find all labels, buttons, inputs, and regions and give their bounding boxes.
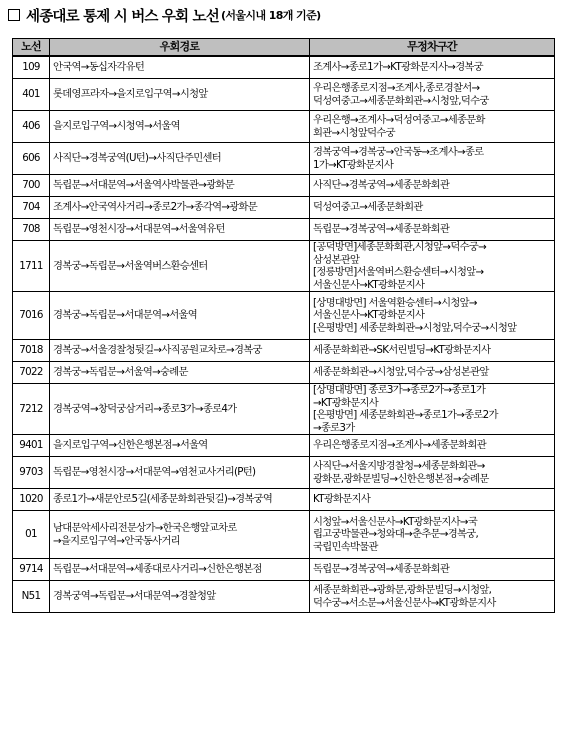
table-row bbox=[13, 511, 555, 559]
header-detour: 우회경로 bbox=[50, 39, 310, 57]
route-cell: 9714 bbox=[13, 559, 50, 581]
table-body bbox=[13, 56, 555, 613]
table-row bbox=[13, 219, 555, 241]
page-subtitle: (서울시내 18개 기준) bbox=[220, 9, 321, 22]
nonstop-cell: 세종문화회관→SK서린빌딩→KT광화문지사 bbox=[310, 340, 555, 362]
route-cell: 1020 bbox=[13, 489, 50, 511]
nonstop-cell: 독립문→경복궁역→세종문화회관 bbox=[310, 219, 555, 241]
table-row bbox=[13, 292, 555, 340]
detour-cell: 경복궁→서울경찰청뒷길→사직공원교차로→경복궁 bbox=[50, 340, 310, 362]
detour-cell: 을지로입구역→시청역→서울역 bbox=[50, 111, 310, 143]
detour-cell: 조계사→안국역사거리→종로2가→종각역→광화문 bbox=[50, 197, 310, 219]
table-row bbox=[13, 241, 555, 292]
nonstop-cell: 우리은행종로지점→조계사→세종문화회관 bbox=[310, 435, 555, 457]
detour-cell: 독립문→영천시장→서대문역→염천교사거리(P턴) bbox=[50, 457, 310, 489]
route-cell: 406 bbox=[13, 111, 50, 143]
table-row bbox=[13, 340, 555, 362]
detour-cell: 독립문→서대문역→세종대로사거리→신한은행본점 bbox=[50, 559, 310, 581]
route-cell: 9703 bbox=[13, 457, 50, 489]
route-cell: 700 bbox=[13, 175, 50, 197]
table-row bbox=[13, 581, 555, 613]
detour-cell: 을지로입구역→신한은행본점→서울역 bbox=[50, 435, 310, 457]
table-row bbox=[13, 111, 555, 143]
detour-cell: 경복궁→독립문→서울역→숭례문 bbox=[50, 362, 310, 384]
table-row bbox=[13, 384, 555, 435]
table-header-row bbox=[13, 39, 555, 57]
route-cell: 7016 bbox=[13, 292, 50, 340]
nonstop-cell: KT광화문지사 bbox=[310, 489, 555, 511]
detour-cell: 경복궁역→독립문→서대문역→경찰청앞 bbox=[50, 581, 310, 613]
nonstop-cell: [상명대방면] 서울역환승센터→시청앞→ 서울신문사→KT광화문지사 [은평방면] 세종문화회관→시청앞,덕수궁→시청앞 bbox=[310, 292, 555, 340]
table-row bbox=[13, 362, 555, 384]
route-cell: 606 bbox=[13, 143, 50, 175]
detour-cell: 독립문→서대문역→서울역사박물관→광화문 bbox=[50, 175, 310, 197]
nonstop-cell: [공덕방면]세종문화회관,시청앞→덕수궁→ 삼성본관앞 [정릉방면]서울역버스환승센터→시청앞→ 서울신문사→KT광화문지사 bbox=[310, 241, 555, 292]
nonstop-cell: 우리은행→조계사→덕성여중고→세종문화 회관→시청앞덕수궁 bbox=[310, 111, 555, 143]
table-row bbox=[13, 175, 555, 197]
nonstop-cell: 세종문화회관→시청앞,덕수궁→삼성본관앞 bbox=[310, 362, 555, 384]
nonstop-cell: 경복궁역→경복궁→안국동→조계사→종로 1가→KT광화문지사 bbox=[310, 143, 555, 175]
page-title: 세종대로 통제 시 버스 우회 노선 bbox=[26, 8, 219, 25]
route-cell: 708 bbox=[13, 219, 50, 241]
nonstop-cell: 독립문→경복궁역→세종문화회관 bbox=[310, 559, 555, 581]
nonstop-cell: 조계사→종로1가→KT광화문지사→경복궁 bbox=[310, 56, 555, 79]
table-row bbox=[13, 79, 555, 111]
table-row bbox=[13, 559, 555, 581]
table-row bbox=[13, 197, 555, 219]
nonstop-cell: 덕성여중고→세종문화회관 bbox=[310, 197, 555, 219]
table-row bbox=[13, 435, 555, 457]
table-row bbox=[13, 143, 555, 175]
nonstop-cell: 세종문화회관→광화문,광화문빌딩→시청앞, 덕수궁→서소문→서울신문사→KT광화문지사 bbox=[310, 581, 555, 613]
detour-cell: 사직단→경복궁역(U턴)→사직단주민센터 bbox=[50, 143, 310, 175]
bus-detour-table bbox=[12, 38, 555, 613]
detour-cell: 경복궁→독립문→서울역버스환승센터 bbox=[50, 241, 310, 292]
route-cell: N51 bbox=[13, 581, 50, 613]
route-cell: 9401 bbox=[13, 435, 50, 457]
header-nonstop: 무정차구간 bbox=[310, 39, 555, 57]
route-cell: 704 bbox=[13, 197, 50, 219]
detour-cell: 안국역→동십자각유턴 bbox=[50, 56, 310, 79]
detour-cell: 종로1가→새문안로5길(세종문화회관뒷길)→경복궁역 bbox=[50, 489, 310, 511]
nonstop-cell: 사직단→경복궁역→세종문화회관 bbox=[310, 175, 555, 197]
route-cell: 401 bbox=[13, 79, 50, 111]
nonstop-cell: 사직단→서울지방경찰청→세종문화회관→ 광화문,광화문빌딩→신한은행본점→숭례문 bbox=[310, 457, 555, 489]
route-cell: 01 bbox=[13, 511, 50, 559]
detour-cell: 경복궁역→창덕궁삼거리→종로3가→종로4가 bbox=[50, 384, 310, 435]
route-cell: 1711 bbox=[13, 241, 50, 292]
nonstop-cell: 우리은행종로지점→조계사,종로경찰서→ 덕성여중고→세종문화회관→시청앞,덕수궁 bbox=[310, 79, 555, 111]
detour-cell: 남대문악세사리전문상가→한국은행앞교차로 →을지로입구역→안국동사거리 bbox=[50, 511, 310, 559]
nonstop-cell: [상명대방면] 종로3가→종로2가→종로1가 →KT광화문지사 [은평방면] 세종문화회관→종로1가→종로2가 →종로3가 bbox=[310, 384, 555, 435]
detour-cell: 롯데영프라자→을지로입구역→시청앞 bbox=[50, 79, 310, 111]
table-row bbox=[13, 489, 555, 511]
title-bar bbox=[8, 4, 321, 26]
detour-cell: 경복궁→독립문→서대문역→서울역 bbox=[50, 292, 310, 340]
route-cell: 109 bbox=[13, 56, 50, 79]
header-route: 노선 bbox=[13, 39, 50, 57]
route-cell: 7212 bbox=[13, 384, 50, 435]
checkbox-icon bbox=[8, 9, 20, 21]
route-cell: 7018 bbox=[13, 340, 50, 362]
route-cell: 7022 bbox=[13, 362, 50, 384]
nonstop-cell: 시청앞→서울신문사→KT광화문지사→국 립고궁박물관→청와대→춘추문→경복궁, 국립민속박물관 bbox=[310, 511, 555, 559]
table-row bbox=[13, 56, 555, 79]
table-row bbox=[13, 457, 555, 489]
detour-cell: 독립문→영천시장→서대문역→서울역유턴 bbox=[50, 219, 310, 241]
